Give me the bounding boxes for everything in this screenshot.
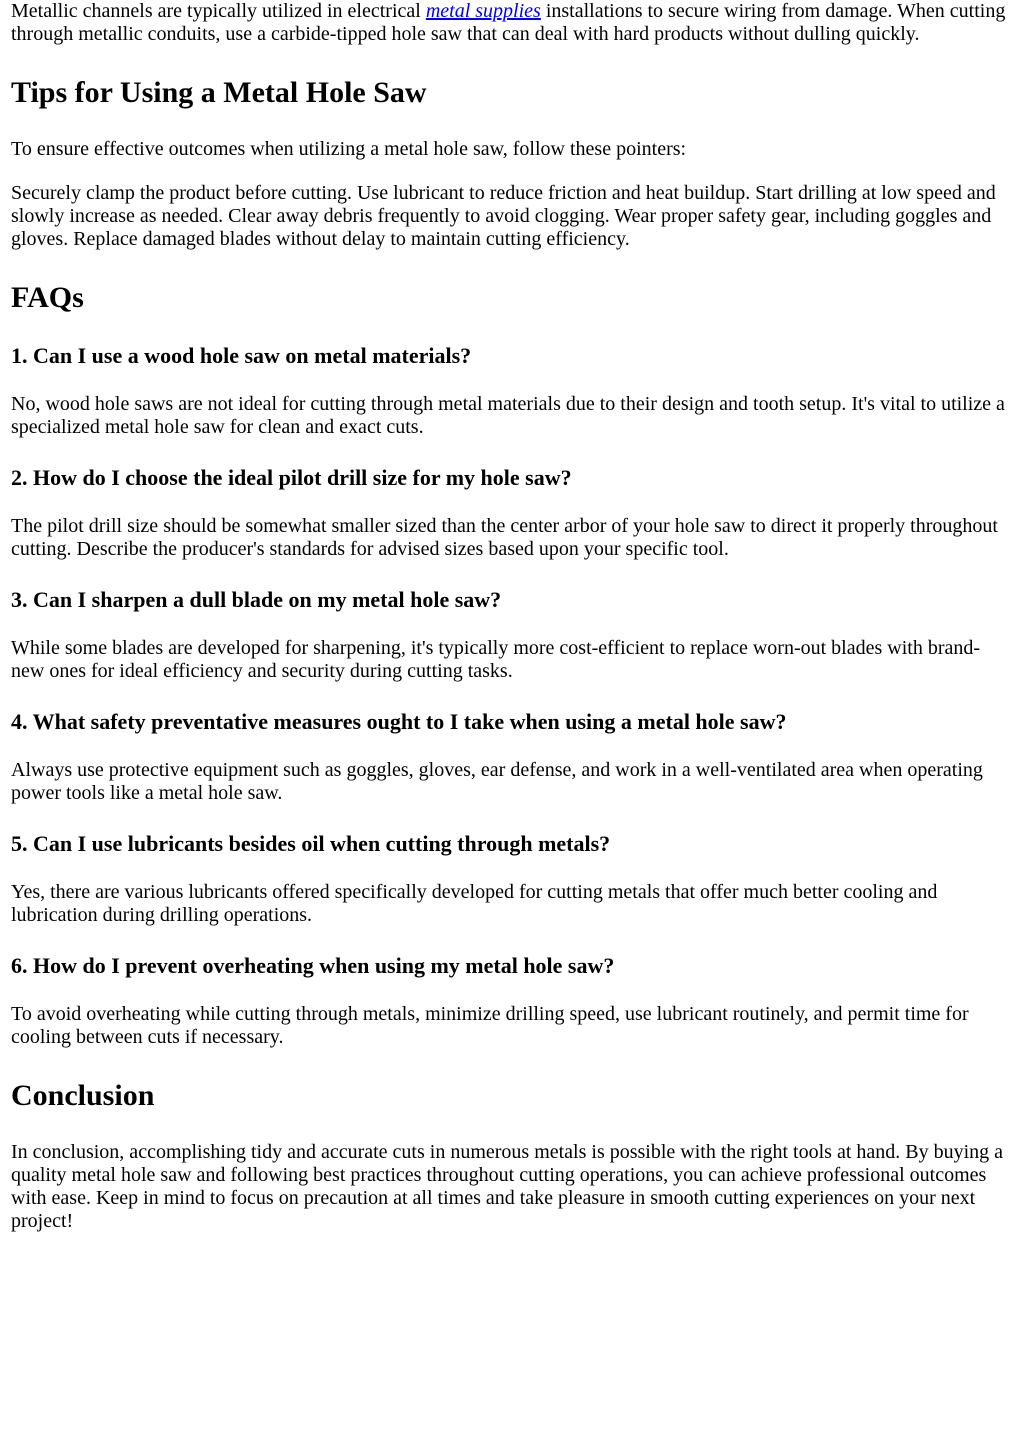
- tips-lead-paragraph: To ensure effective outcomes when utilizing a metal hole saw, follow these pointers:: [11, 138, 687, 160]
- faq-question-2: 2. How do I choose the ideal pilot drill size for my hole saw?: [11, 465, 572, 490]
- faq-question-6: 6. How do I prevent overheating when using my metal hole saw?: [11, 953, 615, 978]
- faq-question-3: 3. Can I sharpen a dull blade on my metal hole saw?: [11, 587, 502, 612]
- faq-question-4: 4. What safety preventative measures ought to I take when using a metal hole saw?: [11, 709, 787, 734]
- faq-answer-2: The pilot drill size should be somewhat smaller sized than the center arbor of your hole saw to direct it properly throughout cutting. Describe the producer's standards for advised sizes based upon your specific tool.: [11, 515, 998, 560]
- faq-answer-5: Yes, there are various lubricants offered specifically developed for cutting metals that offer much better cooling and lubrication during drilling operations.: [11, 881, 938, 926]
- conclusion-heading: Conclusion: [11, 1079, 155, 1112]
- metal-supplies-link[interactable]: metal supplies: [425, 0, 541, 22]
- faq-answer-4: Always use protective equipment such as goggles, gloves, ear defense, and work in a well-ventilated area when operating power tools like a metal hole saw.: [11, 759, 983, 804]
- intro-paragraph: [11, 0, 1013, 46]
- intro-text-before-link: Metallic channels are typically utilized in electrical: [11, 0, 426, 22]
- intro-text-after-link: installations to secure wiring from damage. When cutting through metallic conduits, use a carbide-tipped hole saw that can deal with hard products without dulling quickly.: [11, 0, 1006, 45]
- tips-heading: Tips for Using a Metal Hole Saw: [11, 76, 427, 109]
- faqs-heading: FAQs: [11, 281, 84, 314]
- faq-answer-1: No, wood hole saws are not ideal for cutting through metal materials due to their design and tooth setup. It's vital to utilize a specialized metal hole saw for clean and exact cuts.: [11, 393, 1005, 438]
- faq-answer-6: To avoid overheating while cutting through metals, minimize drilling speed, use lubricant routinely, and permit time for cooling between cuts if necessary.: [11, 1003, 969, 1048]
- tips-body-paragraph: Securely clamp the product before cutting. Use lubricant to reduce friction and heat buildup. Start drilling at low speed and slowly increase as needed. Clear away debris frequently to avoid clogging. Wear proper safety gear, including goggles and gloves. Replace damaged blades without delay to maintain cutting efficiency.: [11, 182, 996, 250]
- faq-question-1: 1. Can I use a wood hole saw on metal materials?: [11, 343, 472, 368]
- faq-answer-3: While some blades are developed for sharpening, it's typically more cost-efficient to replace worn-out blades with brand-new ones for ideal efficiency and security during cutting tasks.: [11, 637, 981, 682]
- conclusion-paragraph: In conclusion, accomplishing tidy and accurate cuts in numerous metals is possible with the right tools at hand. By buying a quality metal hole saw and following best practices throughout cutting operations, you can achieve professional outcomes with ease. Keep in mind to focus on precaution at all times and take pleasure in smooth cutting experiences on your next project!: [11, 1141, 1004, 1232]
- faq-question-5: 5. Can I use lubricants besides oil when cutting through metals?: [11, 831, 611, 856]
